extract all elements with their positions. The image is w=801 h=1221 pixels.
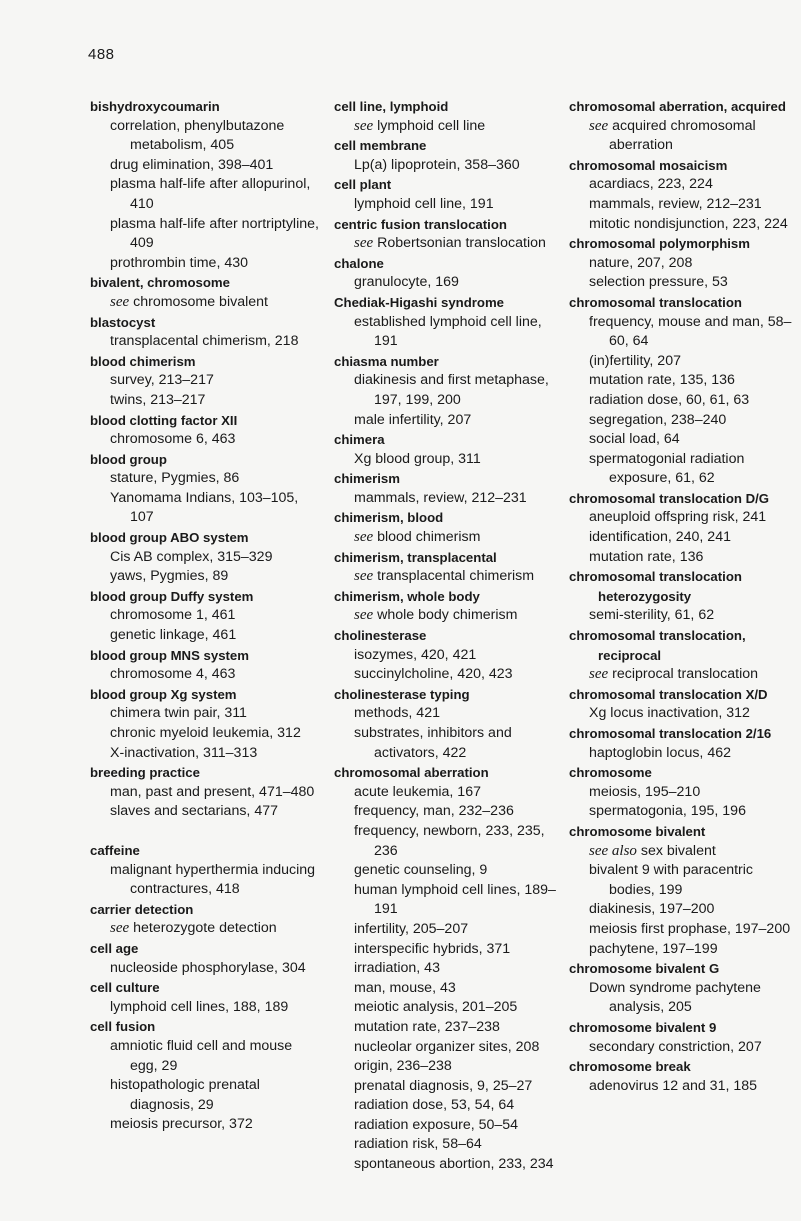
index-heading: blood group Duffy system <box>90 588 254 604</box>
index-subentry <box>569 979 801 1018</box>
index-subentry <box>90 430 322 450</box>
index-subentry <box>90 744 322 764</box>
index-subentry <box>90 1076 322 1115</box>
index-column-2 <box>334 97 566 1175</box>
subentry-text: lymphoid cell line <box>377 117 486 134</box>
index-entry <box>90 900 322 939</box>
subentry-text: mutation rate, 237–238 <box>354 1018 500 1035</box>
index-subentry <box>90 1037 322 1076</box>
subentry-text: interspecific hybrids, 371 <box>354 940 511 957</box>
index-subentry <box>90 469 322 489</box>
index-subentry <box>334 802 566 822</box>
index-subentry <box>334 979 566 999</box>
subentry-text: sex bivalent <box>640 842 716 859</box>
index-heading: blood clotting factor XII <box>90 412 238 428</box>
index-subentry <box>90 724 322 744</box>
index-heading: blastocyst <box>90 314 156 330</box>
cross-reference-marker: see <box>354 117 374 134</box>
subentry-text: spermatogonial radiation exposure, 61, 62 <box>589 450 745 487</box>
index-entry <box>90 97 322 273</box>
index-heading: blood group <box>90 451 167 467</box>
subentry-text: radiation exposure, 50–54 <box>354 1116 519 1133</box>
index-subentry <box>334 1116 566 1136</box>
index-subentry <box>569 920 801 940</box>
subentry-text: (in)fertility, 207 <box>589 352 681 369</box>
index-entry <box>334 508 566 547</box>
index-entry <box>334 136 566 175</box>
index-subentry <box>90 117 322 156</box>
subentry-text: mammals, review, 212–231 <box>354 489 527 506</box>
index-subentry <box>334 606 566 626</box>
index-heading: chromosomal mosaicism <box>569 157 728 173</box>
index-entry <box>569 724 801 763</box>
subentry-text: chronic myeloid leukemia, 312 <box>110 725 301 741</box>
index-subentry <box>569 371 801 391</box>
index-subentry <box>334 195 566 215</box>
subentry-text: radiation risk, 58–64 <box>354 1136 482 1153</box>
subentry-text: genetic counseling, 9 <box>354 862 488 879</box>
index-column-3 <box>569 97 801 1096</box>
index-heading: chimerism <box>334 471 400 487</box>
subentry-text: chromosome 6, 463 <box>110 431 236 448</box>
subentry-text: human lymphoid cell lines, 189–191 <box>354 881 556 918</box>
subentry-text: whole body chimerism <box>377 607 518 624</box>
index-entry <box>334 215 566 254</box>
subentry-text: spermatogonia, 195, 196 <box>589 803 746 820</box>
index-subentry <box>334 881 566 920</box>
index-subentry <box>334 489 566 509</box>
index-entry <box>334 175 566 214</box>
index-subentry <box>569 1077 801 1097</box>
subentry-text: meiotic analysis, 201–205 <box>354 999 518 1016</box>
index-entry <box>90 1017 322 1135</box>
index-subentry <box>90 215 322 254</box>
subentry-text: semi-sterility, 61, 62 <box>589 607 715 624</box>
subentry-text: lymphoid cell lines, 188, 189 <box>110 998 289 1015</box>
index-entry <box>90 978 322 1017</box>
subentry-text: Robertsonian translocation <box>377 235 546 252</box>
index-entry <box>334 626 566 685</box>
subentry-text: spontaneous abortion, 233, 234 <box>354 1156 554 1173</box>
subentry-text: social load, 64 <box>589 431 680 448</box>
subentry-text: radiation dose, 60, 61, 63 <box>589 391 750 408</box>
index-entry <box>90 450 322 528</box>
subentry-text: irradiation, 43 <box>354 960 440 977</box>
index-heading: bishydroxycoumarin <box>90 99 220 114</box>
index-subentry <box>569 704 801 724</box>
index-heading: bivalent, chromosome <box>90 275 230 291</box>
index-heading: chromosomal translocation, reciprocal <box>569 628 746 663</box>
index-subentry <box>569 744 801 764</box>
subentry-text: nucleoside phosphorylase, 304 <box>110 959 306 976</box>
index-heading: Chediak-Higashi syndrome <box>334 294 505 310</box>
index-entry <box>569 293 801 489</box>
index-heading: chromosome <box>569 765 652 781</box>
subentry-text: stature, Pygmies, 86 <box>110 470 240 487</box>
subentry-text: frequency, newborn, 233, 235, 236 <box>354 822 545 859</box>
subentry-text: yaws, Pygmies, 89 <box>110 568 229 585</box>
index-subentry <box>334 234 566 254</box>
subentry-text: aneuploid offspring risk, 241 <box>589 509 767 526</box>
index-subentry <box>569 273 801 293</box>
subentry-text: lymphoid cell line, 191 <box>354 195 494 212</box>
index-entry <box>334 548 566 587</box>
index-subentry <box>334 1135 566 1155</box>
index-entry <box>334 587 566 626</box>
cross-reference-marker: see <box>354 568 374 585</box>
index-entry <box>90 685 322 763</box>
index-heading: chromosomal translocation 2/16 <box>569 726 772 741</box>
subentry-text: infertility, 205–207 <box>354 920 469 937</box>
index-heading: cell plant <box>334 177 392 193</box>
subentry-text: plasma half-life after nortriptyline, 409 <box>110 215 319 252</box>
subentry-text: nucleolar organizer sites, 208 <box>354 1038 540 1055</box>
index-subentry <box>334 411 566 431</box>
index-heading: blood group MNS system <box>90 647 249 663</box>
index-subentry <box>90 254 322 274</box>
index-subentry <box>90 567 322 587</box>
index-heading: chromosome bivalent <box>569 823 706 839</box>
index-subentry <box>90 783 322 803</box>
index-entry <box>90 411 322 450</box>
subentry-text: Down syndrome pachytene analysis, 205 <box>589 979 761 1016</box>
index-heading: chromosomal translocation D/G <box>569 490 770 506</box>
subentry-text: meiosis first prophase, 197–200 <box>589 920 791 937</box>
subentry-text: meiosis, 195–210 <box>589 783 701 800</box>
subentry-text: mutation rate, 135, 136 <box>589 372 735 389</box>
subentry-text: histopathologic prenatal diagnosis, 29 <box>110 1077 260 1113</box>
index-subentry <box>334 1038 566 1058</box>
index-entry <box>90 352 322 411</box>
index-heading: chiasma number <box>334 353 439 369</box>
index-subentry <box>334 724 566 763</box>
index-subentry <box>90 665 322 685</box>
index-subentry <box>90 548 322 568</box>
index-heading: chromosomal translocation X/D <box>569 686 768 702</box>
index-subentry <box>569 391 801 411</box>
index-subentry <box>334 861 566 881</box>
index-entry <box>569 156 801 234</box>
index-subentry <box>569 411 801 431</box>
index-subentry <box>90 959 322 979</box>
index-entry <box>334 352 566 430</box>
index-subentry <box>569 430 801 450</box>
index-entry <box>90 646 322 685</box>
index-entry <box>569 959 801 1018</box>
subentry-text: isozymes, 420, 421 <box>354 646 477 663</box>
index-subentry <box>334 156 566 176</box>
index-subentry <box>334 920 566 940</box>
subentry-text: Cis AB complex, 315–329 <box>110 548 273 565</box>
subentry-text: substrates, inhibitors and activators, 422 <box>354 725 512 761</box>
subentry-text: methods, 421 <box>354 705 440 722</box>
index-subentry <box>334 1096 566 1116</box>
subentry-text: Lp(a) lipoprotein, 358–360 <box>354 156 520 173</box>
subentry-text: nature, 207, 208 <box>589 254 693 271</box>
index-subentry <box>334 940 566 960</box>
index-heading: cell age <box>90 940 139 956</box>
subentry-text: plasma half-life after allopurinol, 410 <box>110 176 311 212</box>
index-subentry <box>334 273 566 293</box>
subentry-text: male infertility, 207 <box>354 411 472 428</box>
index-heading: chromosomal translocation heterozygosity <box>569 569 742 604</box>
index-entry <box>334 293 566 352</box>
cross-reference-marker: see also <box>589 842 637 859</box>
index-subentry <box>569 195 801 215</box>
index-heading: chromosomal polymorphism <box>569 236 750 252</box>
index-heading: cell membrane <box>334 138 427 154</box>
index-subentry <box>569 175 801 195</box>
index-subentry <box>90 1115 322 1135</box>
index-entry <box>334 97 566 136</box>
subentry-text: slaves and sectarians, 477 <box>110 803 278 820</box>
subentry-text: origin, 236–238 <box>354 1058 452 1075</box>
index-subentry <box>334 704 566 724</box>
subentry-text: pachytene, 197–199 <box>589 940 718 957</box>
subentry-text: Yanomama Indians, 103–105, 107 <box>110 489 299 526</box>
index-column-1 <box>90 97 322 1135</box>
index-subentry <box>90 371 322 391</box>
index-subentry <box>90 391 322 411</box>
subentry-text: drug elimination, 398–401 <box>110 156 274 173</box>
index-heading: chimerism, blood <box>334 510 444 526</box>
index-entry <box>569 489 801 567</box>
subentry-text: prenatal diagnosis, 9, 25–27 <box>354 1077 533 1094</box>
index-subentry <box>334 822 566 861</box>
index-subentry <box>569 352 801 372</box>
index-entry <box>569 1057 801 1096</box>
subentry-text: diakinesis, 197–200 <box>589 901 715 918</box>
subentry-text: diakinesis and first metaphase, 197, 199, 200 <box>354 372 549 408</box>
index-subentry <box>569 802 801 822</box>
index-entry <box>569 567 801 626</box>
subentry-text: frequency, mouse and man, 58–60, 64 <box>589 313 792 350</box>
subentry-text: acute leukemia, 167 <box>354 783 481 800</box>
index-entry <box>90 273 322 312</box>
subentry-text: transplacental chimerism <box>377 568 535 585</box>
index-heading: chromosome bivalent G <box>569 961 720 977</box>
subentry-text: frequency, man, 232–236 <box>354 803 514 820</box>
subentry-text: haptoglobin locus, 462 <box>589 744 731 761</box>
subentry-text: amniotic fluid cell and mouse egg, 29 <box>110 1037 293 1074</box>
subentry-text: Xg locus inactivation, 312 <box>589 705 750 722</box>
subentry-text: acquired chromosomal aberration <box>609 117 756 154</box>
subentry-text: acardiacs, 223, 224 <box>589 176 713 193</box>
index-heading: caffeine <box>90 842 140 858</box>
index-entry <box>90 528 322 587</box>
index-entry <box>569 685 801 724</box>
index-heading: blood chimerism <box>90 353 196 369</box>
cross-reference-marker: see <box>110 920 130 937</box>
index-entry <box>90 939 322 978</box>
index-heading: cell fusion <box>90 1019 156 1035</box>
index-entry <box>90 841 322 900</box>
subentry-text: secondary constriction, 207 <box>589 1038 762 1055</box>
index-subentry <box>569 665 801 685</box>
subentry-text: succinylcholine, 420, 423 <box>354 666 513 683</box>
index-entry <box>334 685 566 763</box>
subentry-text: radiation dose, 53, 54, 64 <box>354 1097 515 1114</box>
index-subentry <box>569 783 801 803</box>
index-subentry <box>334 371 566 410</box>
index-subentry <box>569 842 801 862</box>
subentry-text: blood chimerism <box>377 529 481 546</box>
subentry-text: twins, 213–217 <box>110 391 206 408</box>
index-subentry <box>569 508 801 528</box>
index-heading: chromosome break <box>569 1059 691 1075</box>
index-heading: chimerism, whole body <box>334 588 480 604</box>
subentry-text: established lymphoid cell line, 191 <box>354 313 542 350</box>
index-heading: chromosomal translocation <box>569 294 742 310</box>
index-heading: breeding practice <box>90 765 200 781</box>
subentry-text: bivalent 9 with paracentric bodies, 199 <box>589 862 754 898</box>
index-subentry <box>569 254 801 274</box>
subentry-text: mutation rate, 136 <box>589 548 704 565</box>
cross-reference-marker: see <box>589 117 609 134</box>
index-subentry <box>569 606 801 626</box>
index-subentry <box>569 215 801 235</box>
index-entry <box>569 97 801 156</box>
index-subentry <box>90 704 322 724</box>
index-subentry <box>569 861 801 900</box>
index-entry <box>334 469 566 508</box>
index-heading: cell culture <box>90 980 160 996</box>
subentry-text: correlation, phenylbutazone metabolism, 405 <box>110 117 285 154</box>
cross-reference-marker: see <box>589 666 609 683</box>
subentry-text: malignant hyperthermia inducing contractures, 418 <box>110 861 316 898</box>
subentry-text: selection pressure, 53 <box>589 274 728 291</box>
subentry-text: genetic linkage, 461 <box>110 627 237 644</box>
index-subentry <box>334 959 566 979</box>
index-subentry <box>334 528 566 548</box>
index-entry <box>334 430 566 469</box>
index-entry <box>569 822 801 959</box>
index-subentry <box>90 861 322 900</box>
index-subentry <box>90 802 322 822</box>
subentry-text: X-inactivation, 311–313 <box>110 744 258 761</box>
subentry-text: man, mouse, 43 <box>354 979 456 996</box>
index-entry <box>569 1018 801 1057</box>
subentry-text: segregation, 238–240 <box>589 411 727 428</box>
cross-reference-marker: see <box>354 607 374 624</box>
index-subentry <box>334 783 566 803</box>
index-entry <box>90 763 322 822</box>
index-subentry <box>334 567 566 587</box>
subentry-text: transplacental chimerism, 218 <box>110 333 299 350</box>
subentry-text: chromosome 4, 463 <box>110 666 236 683</box>
index-heading: cell line, lymphoid <box>334 99 449 114</box>
index-entry <box>90 587 322 646</box>
index-subentry <box>90 919 322 939</box>
index-subentry <box>334 646 566 666</box>
index-heading: blood group ABO system <box>90 530 249 546</box>
index-heading: chalone <box>334 255 384 271</box>
index-subentry <box>334 1077 566 1097</box>
index-entry <box>569 234 801 293</box>
index-subentry <box>334 1018 566 1038</box>
index-entry <box>569 763 801 822</box>
subentry-text: man, past and present, 471–480 <box>110 783 315 800</box>
index-heading: chromosomal aberration, acquired <box>569 99 786 114</box>
index-heading: carrier detection <box>90 901 194 917</box>
cross-reference-marker: see <box>354 529 374 546</box>
index-subentry <box>569 940 801 960</box>
index-subentry <box>90 156 322 176</box>
index-subentry <box>569 548 801 568</box>
index-entry <box>90 313 322 352</box>
index-subentry <box>569 900 801 920</box>
subentry-text: mitotic nondisjunction, 223, 224 <box>589 215 788 232</box>
cross-reference-marker: see <box>354 235 374 252</box>
index-heading: cholinesterase <box>334 628 427 644</box>
index-subentry <box>569 313 801 352</box>
subentry-text: Xg blood group, 311 <box>354 450 481 467</box>
index-subentry <box>334 313 566 352</box>
index-subentry <box>334 450 566 470</box>
subentry-text: identification, 240, 241 <box>589 529 731 546</box>
subentry-text: chimera twin pair, 311 <box>110 705 247 722</box>
index-heading: blood group Xg system <box>90 686 237 702</box>
index-entry <box>334 763 566 1174</box>
index-subentry <box>334 1057 566 1077</box>
subentry-text: chromosome bivalent <box>133 293 268 310</box>
index-subentry <box>90 489 322 528</box>
index-heading: chimerism, transplacental <box>334 549 497 565</box>
index-entry <box>334 254 566 293</box>
subentry-text: granulocyte, 169 <box>354 274 459 291</box>
index-entry <box>569 626 801 685</box>
index-subentry <box>569 528 801 548</box>
subentry-text: chromosome 1, 461 <box>110 607 236 624</box>
subentry-text: reciprocal translocation <box>612 666 758 683</box>
index-heading: cholinesterase typing <box>334 686 470 702</box>
subentry-text: heterozygote detection <box>133 920 277 937</box>
index-subentry <box>569 117 801 156</box>
index-subentry <box>90 998 322 1018</box>
page-number: 488 <box>88 46 115 63</box>
cross-reference-marker: see <box>110 293 130 310</box>
index-heading: centric fusion translocation <box>334 216 507 232</box>
index-heading: chimera <box>334 432 385 448</box>
index-subentry <box>90 626 322 646</box>
subentry-text: mammals, review, 212–231 <box>589 195 762 212</box>
index-subentry <box>334 117 566 137</box>
index-subentry <box>569 450 801 489</box>
index-subentry <box>569 1038 801 1058</box>
subentry-text: meiosis precursor, 372 <box>110 1116 253 1133</box>
index-subentry <box>90 332 322 352</box>
subentry-text: prothrombin time, 430 <box>110 254 249 271</box>
index-subentry <box>334 998 566 1018</box>
index-subentry <box>334 665 566 685</box>
index-heading: chromosome bivalent 9 <box>569 1019 717 1035</box>
index-subentry <box>90 293 322 313</box>
subentry-text: adenovirus 12 and 31, 185 <box>589 1077 758 1094</box>
index-heading: chromosomal aberration <box>334 765 489 781</box>
subentry-text: survey, 213–217 <box>110 372 214 389</box>
index-subentry <box>90 606 322 626</box>
index-subentry <box>334 1155 566 1175</box>
index-subentry <box>90 175 322 214</box>
